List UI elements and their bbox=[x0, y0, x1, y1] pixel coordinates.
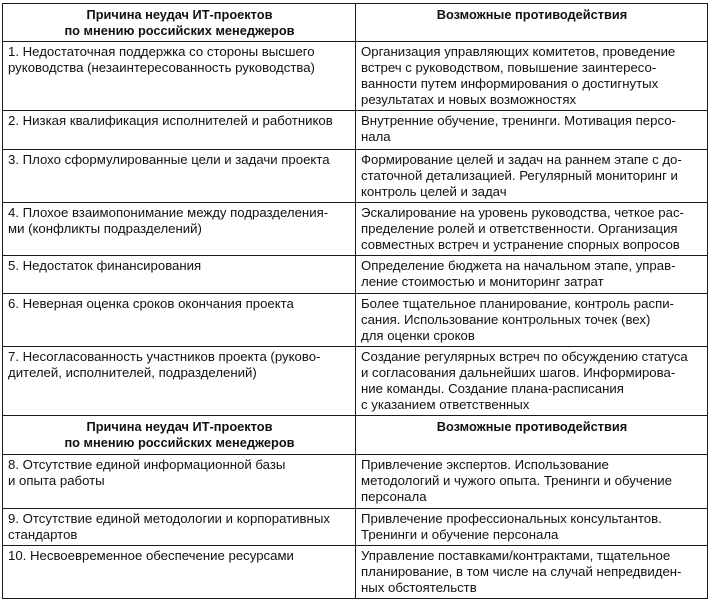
countermeasure-cell bbox=[356, 256, 708, 294]
countermeasure-line: Привлечение профессиональных консультантов. bbox=[361, 511, 662, 526]
table-header-row-repeated bbox=[3, 416, 708, 455]
countermeasure-cell bbox=[356, 509, 708, 546]
cause-cell bbox=[3, 203, 356, 256]
countermeasure-line: Организация управляющих комитетов, проведение bbox=[361, 44, 676, 59]
countermeasure-line: встреч с руководством, повышение заинтересо- bbox=[361, 60, 657, 75]
countermeasure-cell bbox=[356, 150, 708, 203]
countermeasure-line: Эскалирование на уровень руководства, четкое рас- bbox=[361, 205, 684, 220]
countermeasure-line: для оценки сроков bbox=[361, 328, 475, 343]
cause-line: 6. Неверная оценка сроков окончания проекта bbox=[8, 296, 294, 311]
countermeasure-cell bbox=[356, 294, 708, 347]
header-cause-line: Причина неудач ИТ-проектов bbox=[86, 7, 273, 22]
header-countermeasures-label: Возможные противодействия bbox=[436, 419, 628, 434]
countermeasure-line: Более тщательное планирование, контроль распи- bbox=[361, 296, 674, 311]
table-row bbox=[3, 294, 708, 347]
countermeasure-line: Создание регулярных встреч по обсуждению статуса bbox=[361, 349, 688, 364]
countermeasure-line: ных обстоятельств bbox=[361, 580, 477, 595]
cause-line: стандартов bbox=[8, 527, 78, 542]
countermeasure-line: Определение бюджета на начальном этапе, управ- bbox=[361, 258, 676, 273]
cause-line: 7. Несогласованность участников проекта (руково- bbox=[8, 349, 321, 364]
countermeasure-cell bbox=[356, 203, 708, 256]
header-cause-line: по мнению российских менеджеров bbox=[64, 23, 295, 38]
table-row bbox=[3, 203, 708, 256]
countermeasure-cell bbox=[356, 42, 708, 111]
table-row bbox=[3, 42, 708, 111]
countermeasure-line: контроль целей и задач bbox=[361, 184, 507, 199]
cause-line: 10. Несвоевременное обеспечение ресурсами bbox=[8, 548, 294, 563]
cause-line: 5. Недостаток финансирования bbox=[8, 258, 202, 273]
countermeasure-line: результатах и новых возможностях bbox=[361, 92, 577, 107]
table-row bbox=[3, 509, 708, 546]
header-cause bbox=[3, 4, 356, 42]
countermeasure-line: Управление поставками/контрактами, тщательное bbox=[361, 548, 671, 563]
header-cause-line: Причина неудач ИТ-проектов bbox=[86, 419, 273, 434]
countermeasure-line: Внутренние обучение, тренинги. Мотивация персо- bbox=[361, 113, 676, 128]
table-row bbox=[3, 347, 708, 416]
countermeasure-line: сания. Использование контрольных точек (вех) bbox=[361, 312, 651, 327]
countermeasure-line: с указанием ответственных bbox=[361, 397, 530, 412]
cause-line: 1. Недостаточная поддержка со стороны высшего bbox=[8, 44, 315, 59]
cause-cell bbox=[3, 546, 356, 599]
cause-cell bbox=[3, 150, 356, 203]
cause-line: ми (конфликты подразделений) bbox=[8, 221, 202, 236]
countermeasure-line: методологий и чужого опыта. Тренинги и обучение bbox=[361, 473, 673, 488]
cause-cell bbox=[3, 256, 356, 294]
cause-line: и опыта работы bbox=[8, 473, 105, 488]
cause-line: 3. Плохо сформулированные цели и задачи проекта bbox=[8, 152, 330, 167]
countermeasure-line: пределение ролей и ответственности. Организация bbox=[361, 221, 678, 236]
cause-line: дителей, исполнителей, подразделений) bbox=[8, 365, 257, 380]
cause-cell bbox=[3, 42, 356, 111]
countermeasure-line: Формирование целей и задач на раннем этапе с до- bbox=[361, 152, 682, 167]
countermeasure-line: Привлечение экспертов. Использование bbox=[361, 457, 609, 472]
cause-cell bbox=[3, 111, 356, 150]
header-cause bbox=[3, 416, 356, 455]
countermeasure-line: ванности путем информирования о достигнутых bbox=[361, 76, 659, 91]
countermeasure-cell bbox=[356, 455, 708, 509]
cause-line: 4. Плохое взаимопонимание между подразделения- bbox=[8, 205, 329, 220]
it-project-failures-table bbox=[2, 3, 708, 599]
cause-line: руководства (незаинтересованность руководства) bbox=[8, 60, 315, 75]
countermeasure-cell bbox=[356, 111, 708, 150]
cause-line: 8. Отсутствие единой информационной базы bbox=[8, 457, 286, 472]
table-row bbox=[3, 150, 708, 203]
header-countermeasures bbox=[356, 416, 708, 455]
cause-cell bbox=[3, 455, 356, 509]
countermeasure-cell bbox=[356, 546, 708, 599]
table-row bbox=[3, 455, 708, 509]
countermeasure-line: персонала bbox=[361, 489, 427, 504]
cause-line: 9. Отсутствие единой методологии и корпоративных bbox=[8, 511, 330, 526]
header-cause-line: по мнению российских менеджеров bbox=[64, 435, 295, 450]
countermeasure-line: и согласования дальнейших шагов. Информирова- bbox=[361, 365, 676, 380]
countermeasure-line: планирование, в том числе на случай непредвиден- bbox=[361, 564, 682, 579]
table-header-row bbox=[3, 4, 708, 42]
countermeasure-line: Тренинги и обучение персонала bbox=[361, 527, 559, 542]
header-countermeasures bbox=[356, 4, 708, 42]
countermeasure-cell bbox=[356, 347, 708, 416]
cause-cell bbox=[3, 347, 356, 416]
countermeasure-line: нала bbox=[361, 129, 391, 144]
table-row bbox=[3, 111, 708, 150]
countermeasure-line: ние команды. Создание плана-расписания bbox=[361, 381, 624, 396]
countermeasure-line: ление стоимостью и мониторинг затрат bbox=[361, 274, 604, 289]
table-row bbox=[3, 256, 708, 294]
header-countermeasures-label: Возможные противодействия bbox=[436, 7, 628, 22]
countermeasure-line: статочной детализацией. Регулярный мониторинг и bbox=[361, 168, 678, 183]
cause-line: 2. Низкая квалификация исполнителей и работников bbox=[8, 113, 333, 128]
table-row bbox=[3, 546, 708, 599]
cause-cell bbox=[3, 294, 356, 347]
countermeasure-line: совместных встреч и устранение спорных вопросов bbox=[361, 237, 680, 252]
cause-cell bbox=[3, 509, 356, 546]
